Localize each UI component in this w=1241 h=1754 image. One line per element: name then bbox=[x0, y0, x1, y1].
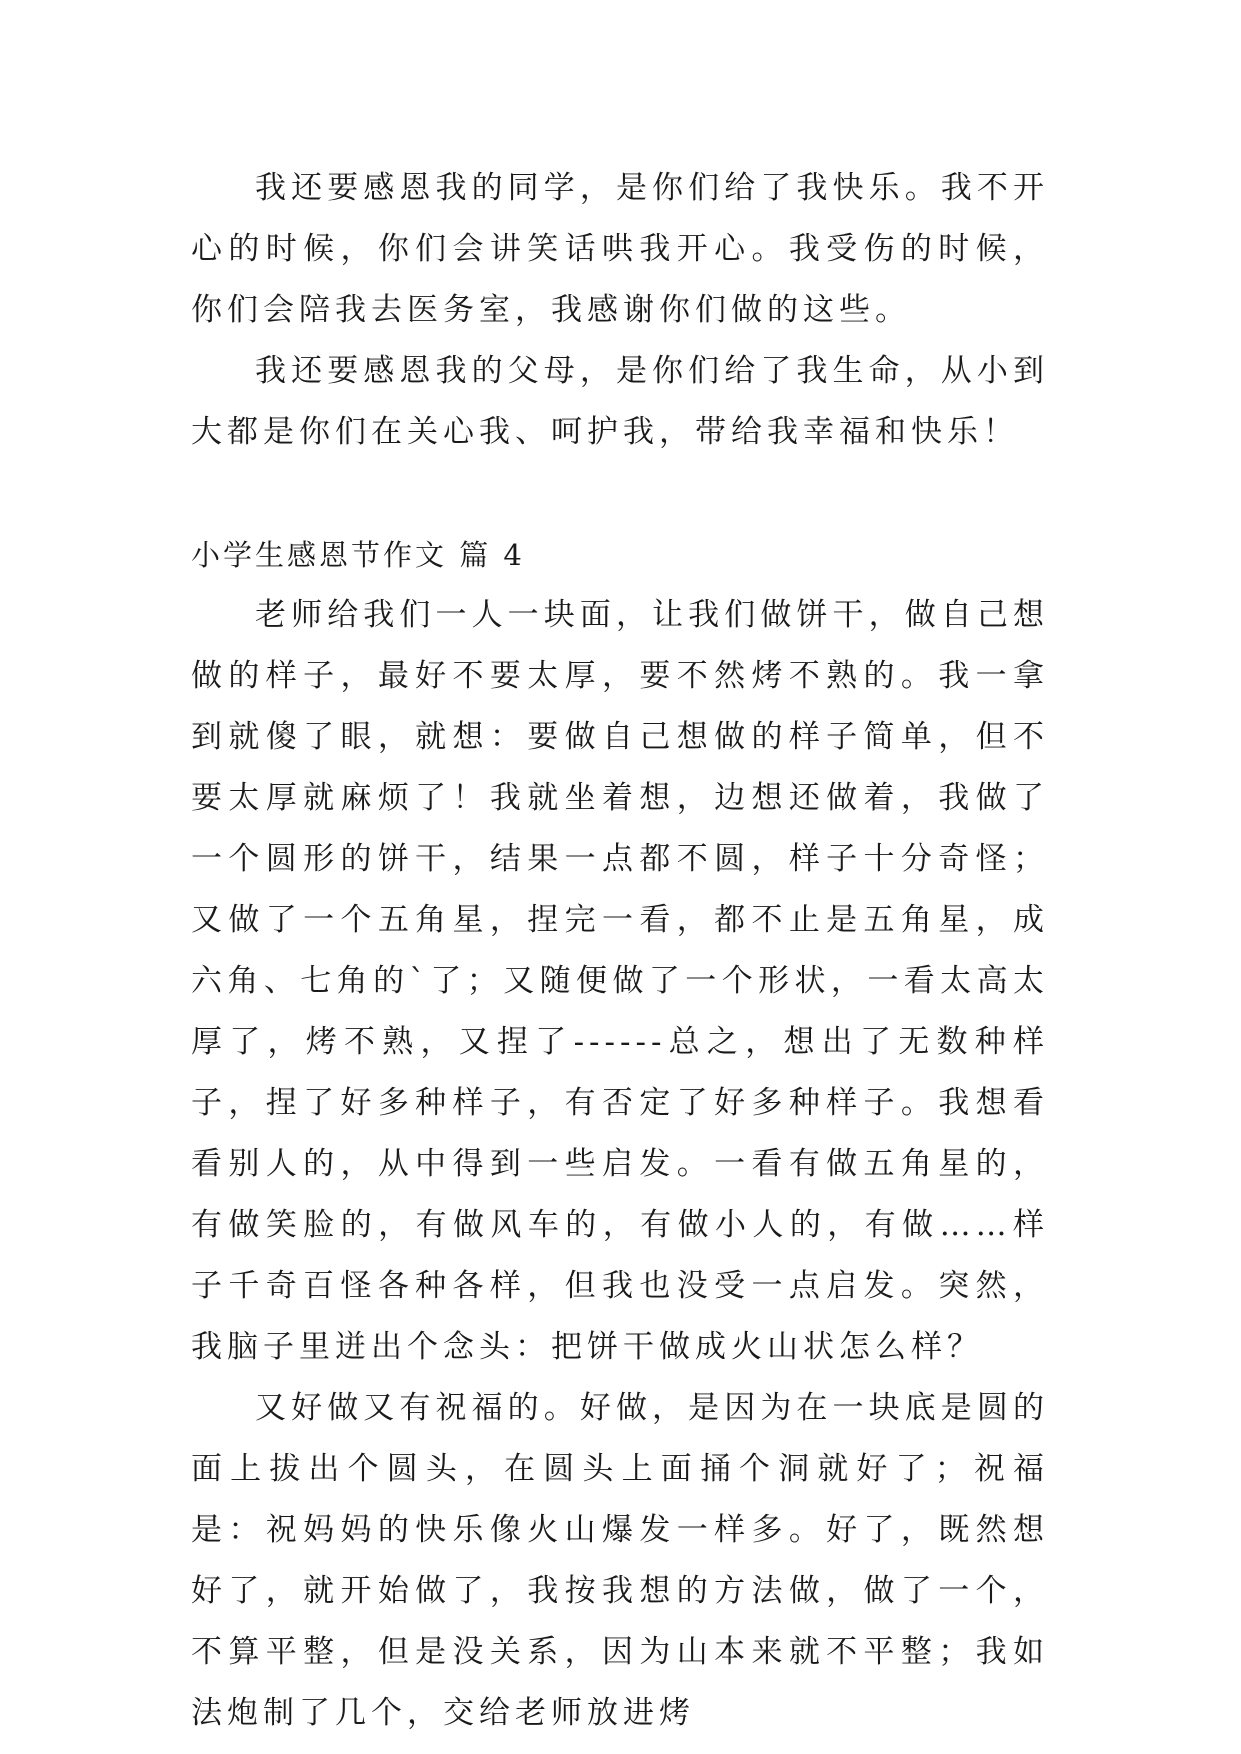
paragraph-classmates: 我还要感恩我的同学，是你们给了我快乐。我不开心的时候，你们会讲笑话哄我开心。我受伤的时候，你们会陪我去医务室，我感谢你们做的这些。 bbox=[191, 170, 1049, 328]
paragraph-making-cookies: 老师给我们一人一块面，让我们做饼干，做自己想做的样子，最好不要太厚，要不然烤不熟的。我一拿到就傻了眼，就想：要做自己想做的样子简单，但不要太厚就麻烦了！我就坐着想，边想还做着，我做了一个圆形的饼干，结果一点都不圆，样子十分奇怪；又做了一个五角星，捏完一看，都不止是五角星，成六角、七角的`了；又随便做了一个形状，一看太高太厚了，烤不熟，又捏了------总之，想出了无数种样子，捏了好多种样子，有否定了好多种样子。我想看看别人的，从中得到一些启发。一看有做五角星的，有做笑脸的，有做风车的，有做小人的，有做……样子千奇百怪各种各样，但我也没受一点启发。突然，我脑子里迸出个念头：把饼干做成火山状怎么样？ bbox=[191, 597, 1049, 1365]
paragraph-volcano-cookie: 又好做又有祝福的。好做，是因为在一块底是圆的面上拔出个圆头，在圆头上面捅个洞就好了；祝福是：祝妈妈的快乐像火山爆发一样多。好了，既然想好了，就开始做了，我按我想的方法做，做了一个，不算平整，但是没关系，因为山本来就不平整；我如法炮制了几个，交给老师放进烤 bbox=[191, 1390, 1049, 1731]
section-title: 小学生感恩节作文 篇 4 bbox=[191, 538, 525, 572]
paragraph-parents: 我还要感恩我的父母，是你们给了我生命，从小到大都是你们在关心我、呵护我，带给我幸福和快乐！ bbox=[191, 353, 1049, 450]
document-page bbox=[191, 158, 1049, 1744]
